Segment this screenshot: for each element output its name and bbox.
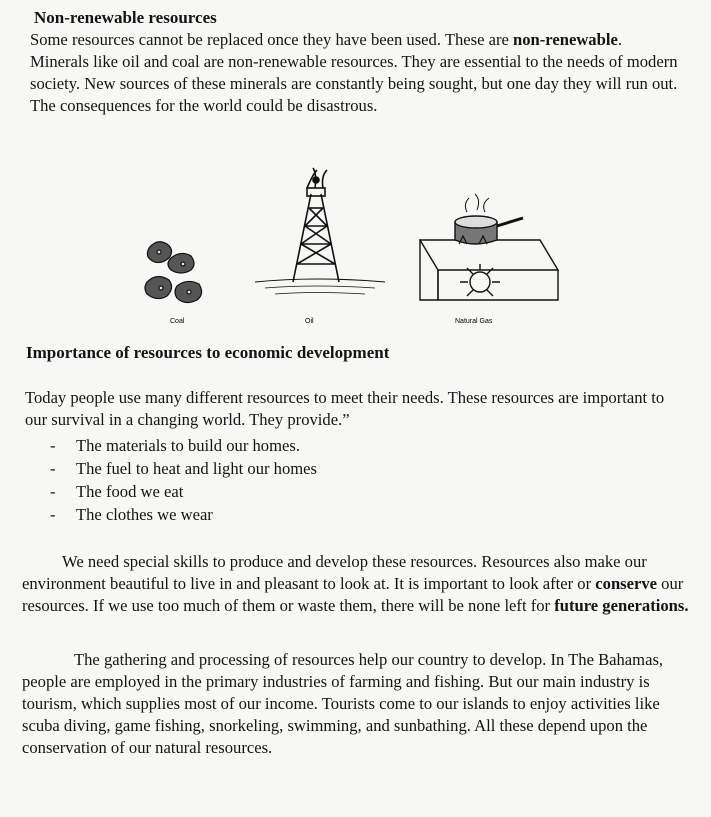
paragraph-intro: Today people use many different resources to meet their needs. These resources are important to our survival in a changing world. They provide.” bbox=[25, 388, 665, 429]
provisions-list bbox=[50, 434, 317, 526]
p1-text-a: Some resources cannot be replaced once they have been used. These are bbox=[30, 30, 514, 49]
p1-text-b: . Minerals like oil and coal are non-renewable resources. They are essential to the needs of modern society. New sources of these minerals are constantly being sought, but one day they will run out. The consequences for the world could be disastrous. bbox=[30, 30, 678, 115]
list-item: - The fuel to heat and light our homes bbox=[50, 459, 318, 478]
gas-stove-icon bbox=[420, 194, 558, 300]
p2-bold-future: future generations. bbox=[554, 596, 689, 615]
p2-text-a: We need special skills to produce and develop these resources. Resources also make our environment beautiful to live in and pleasant to look at. It is important to look after or bbox=[22, 552, 647, 593]
heading-non-renewable: Non-renewable resources bbox=[34, 8, 217, 27]
p1-bold-term: non-renewable bbox=[513, 30, 618, 49]
caption-oil: Oil bbox=[305, 318, 314, 325]
heading-importance: Importance of resources to economic development bbox=[26, 343, 390, 362]
list-item: - The clothes we wear bbox=[50, 505, 213, 524]
caption-natural-gas: Natural Gas bbox=[455, 318, 493, 325]
oil-derrick-icon bbox=[255, 168, 385, 294]
p2-text-b: our resources. If we use too much of them or waste them, there will be none left for bbox=[22, 574, 684, 615]
paragraph-non-renewable bbox=[30, 29, 680, 117]
paragraph-tourism: The gathering and processing of resources help our country to develop. In The Bahamas, people are employed in the primary industries of farming and fishing. But our main industry is tourism, which supplies most of our income. Tourists come to our islands to enjoy activities like scuba diving, game fishing, snorkeling, swimming, and sunbathing. All these depend upon the conservation of our natural resources. bbox=[22, 650, 664, 757]
resources-illustration bbox=[135, 160, 565, 330]
list-item: - The food we eat bbox=[50, 482, 184, 501]
coal-icon bbox=[145, 242, 202, 303]
list-item: - The materials to build our homes. bbox=[50, 436, 300, 455]
caption-coal: Coal bbox=[170, 318, 185, 325]
paragraph-skills bbox=[22, 551, 692, 617]
p2-bold-conserve: conserve bbox=[595, 574, 658, 593]
